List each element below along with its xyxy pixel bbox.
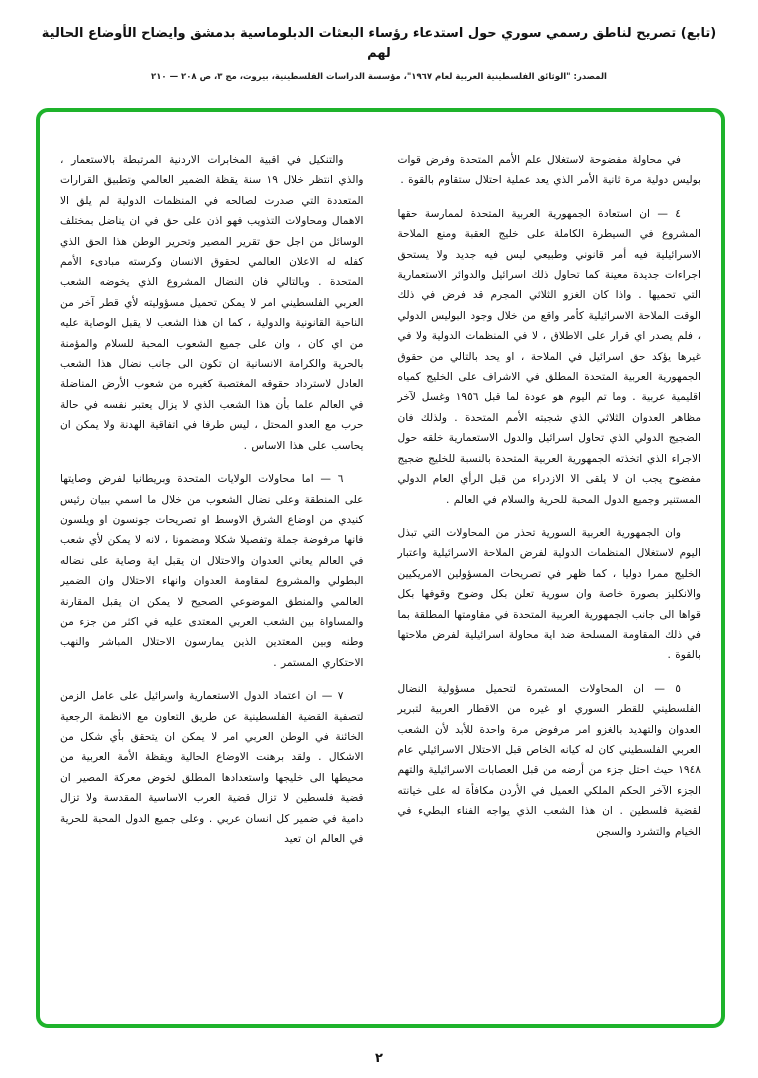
document-header (0, 0, 758, 82)
column-right (398, 150, 702, 1004)
paragraph: ٦ — اما محاولات الولايات المتحدة وبريطانيا لفرض وصايتها على المنطقة وعلى نضال الشعوب من خلال ما اسمي ببيان رئيس كنيدي من اوضاع الشرق الاوسط او تصريحات جونسون او ويلسون فانها مرفوضة جملة وتفصيلا شكلا ومضمونا ، لانه لا يمكن لأي شعب في العالم يعاني العدوان والاحتلال ان يقبل اية وصاية على نضاله البطولي والمشروع لمقاومة العدوان وانهاء الاحتلال وان الضمير العالمي والمنطق الموضوعي الصحيح لا يمكن ان يقبل المقارنة والمساواة بين الشعب العربي المعتدى عليه في اكثر من جزء من وطنه وبين المعتدين الذين يمارسون الاحتلال المباشر والنهب الاحتكاري المستمر . (60, 473, 364, 669)
paragraph: ٧ — ان اعتماد الدول الاستعمارية واسرائيل على عامل الزمن لتصفية القضية الفلسطينية عن طريق التعاون مع الانظمة الرجعية الخائنة في الوطن العربي امر لا يمكن ان يتحقق بأي شكل من الاشكال . ولقد برهنت الاوضاع الحالية ويقظة الأمة العربية من محيطها الى خليجها واستعدادها المطلق لخوض معركة المصير ان قضية فلسطين لا تزال قضية العرب الاساسية المقدسة ولا تزال دامية في ضمير كل انسان عربي . وعلى جميع الدول المحبة للحرية في العالم ان تعيد (60, 690, 364, 845)
column-left (60, 150, 364, 1004)
paragraph: ٤ — ان استعادة الجمهورية العربية المتحدة لممارسة حقها المشروع في السيطرة الكاملة على خليج العقبة ومنع الملاحة الاسرائيلية فيه أمر قانوني وطبيعي ليس فيه جديد ولا يستحق اجراءات جديدة معينة كما تحاول ذلك اسرائيل والدوائر الاستعمارية التي تحميها . واذا كان الغزو الثلاثي المجرم قد فرض في ذلك الوقت الملاحة الاسرائيلية كأمر واقع من خلال وجود البوليس الدولي ، فلم يصدر اي قرار على الاطلاق ، لا في المنظمات الدولية ولا في غيرها يؤكد حق اسرائيل في الملاحة ، او يحد بالتالي من حقوق الجمهورية العربية المتحدة المطلق في الاشراف على الخليج كمياه اقليمية عربية . وما تم اليوم هو عودة لما قبل ١٩٥٦ وغسل لآخر مظاهر العدوان الثلاثي الذي شجبته الأمم المتحدة . ولذلك فان الضجيج الدولي الذي تحاول اسرائيل والدول الاستعمارية خلقه حول الاجراء الذي اتخذته الجمهورية العربية المتحدة بالنسبة للخليج ضجيج مفضوح يجب ان لا يلقى الا الازدراء من قبل الرأي العام الدولي المستنير وجميع الدول المحبة للحرية والسلام في العالم . (397, 207, 701, 506)
page-title: (تابع) تصريح لناطق رسمي سوري حول استدعاء رؤساء البعثات الدبلوماسية بدمشق وايضاح الأوضاع الحالية لهم (41, 26, 717, 61)
text-columns (60, 150, 701, 1004)
paragraph: وان الجمهورية العربية السورية تحذر من المحاولات التي تبذل اليوم لاستغلال المنظمات الدولية لفرض الملاحة الاسرائيلية واعتبار الخليج ممرا دوليا ، كما ظهر في تصريحات المسؤولين الامريكيين والانكليز بصورة خاصة وان سورية تعلن بكل وضوح وقوفها بكل قواها الى جانب الجمهورية العربية المتحدة في مقاومتها المطلقة بما في ذلك المقاومة المسلحة ضد اية محاولة اسرائيلية لفرض ملاحتها بالقوة . (397, 526, 701, 662)
paragraph: ٥ — ان المحاولات المستمرة لتحميل مسؤولية النضال الفلسطيني للقطر السوري او غيره من الاقطار العربية لتبرير العدوان والتهديد بالغزو امر مرفوض مرة واحدة للأبد لأن الشعب العربي الفلسطيني كان له كيانه الخاص قبل الاحتلال الاسرائيلي عام ١٩٤٨ حيث احتل جزء من أرضه من قبل العصابات الاسرائيلية والتهم الجزء الآخر الحكم الملكي العميل في الأردن مكافأة له على خيانته لقضية فلسطين . ان هذا الشعب الذي يواجه الفناء البطيء في الخيام والتشرد والسجن (397, 682, 701, 838)
document-frame (36, 108, 725, 1028)
paragraph: والتنكيل في اقبية المخابرات الاردنية المرتبطة بالاستعمار ، والذي انتظر خلال ١٩ سنة يقظة الضمير العالمي وتطبيق القرارات المتعددة التي صدرت لصالحه في المنظمات الدولية لم يلق الا الاهمال ومحاولات التذويب فهو اذن على حق في ان يناضل بمختلف الوسائل من اجل حق تقرير المصير وتحرير الوطن هذا الحق الذي كفله له الاعلان العالمي لحقوق الانسان وكرسته مبادىء الأمم المتحدة . وبالتالي فان النضال المشروع الذي يخوضه الشعب العربي الفلسطيني امر لا يمكن تحميل مسؤوليته لأي قطر آخر من الناحية القانونية والدولية ، كما ان هذا الشعب لا يقبل الوصاية عليه من اي كان ، وان على جميع الشعوب المحبة للسلام والمؤمنة بالحرية والكرامة الانسانية ان تكون الى جانب نضال هذا الشعب العادل لاسترداد حقوقه المغتصبة كغيره من شعوب الأرض المناضلة في العالم علما بأن هذا الشعب الذي لا يزال يعتبر نفسه في حالة حرب مع العدو المحتل ، ليس طرفا في اتفاقية الهدنة ولا يمكن ان يحاسب على هذا الاساس . (60, 154, 364, 452)
page-number: ٢ (375, 1051, 383, 1066)
source-line: المصدر: "الوثائق الفلسطينية العربية لعام ١٩٦٧"، مؤسسة الدراسات الفلسطينية، بيروت، مج ٣، ص ٢٠٨ — ٢١٠ (151, 72, 607, 82)
paragraph: في محاولة مفضوحة لاستغلال علم الأمم المتحدة وفرض قوات بوليس دولية مرة ثانية الأمر الذي يعد عملية احتلال ستقاوم بالقوة . (397, 154, 701, 187)
